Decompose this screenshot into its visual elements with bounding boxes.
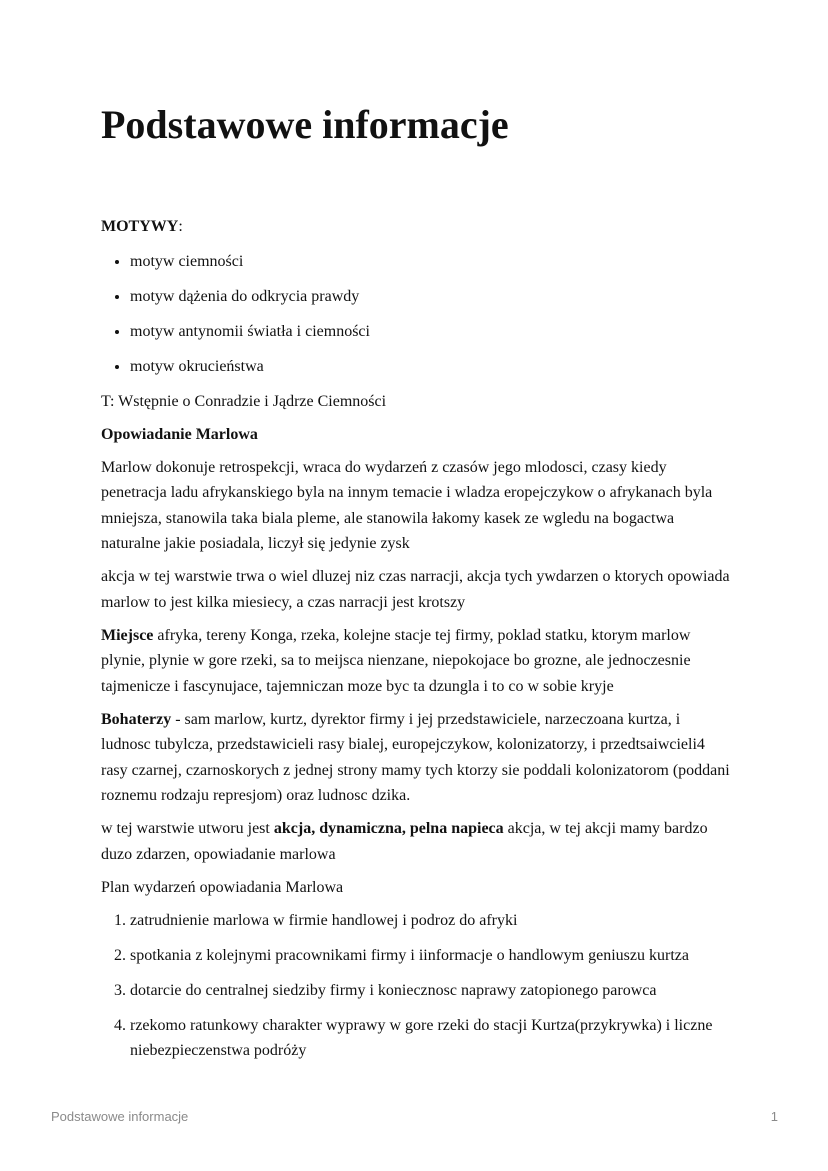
list-item: • motyw ciemności — [130, 249, 731, 275]
list-item: • motyw antynomii światła i ciemności — [130, 319, 731, 345]
page-title: Podstawowe informacje — [101, 102, 509, 147]
list-item: 2. spotkania z kolejnymi pracownikami firmy i iinformacje o handlowym geniuszu kurtza — [130, 943, 731, 969]
motywy-list — [101, 249, 731, 380]
page-footer — [51, 1109, 778, 1124]
list-item: • motyw dążenia do odkrycia prawdy — [130, 284, 731, 310]
miejsce-paragraph — [101, 623, 731, 700]
miejsce-label: Miejsce — [101, 626, 154, 644]
miejsce-text: afryka, tereny Konga, rzeka, kolejne stacje tej firmy, poklad statku, ktorym marlow plynie, plynie w gore rzeki, sa to meijsca nienzane, niepokojace bo grozne, ale jednoczesnie tajmenicze i fascynujace, tajemniczan moze byc ta dzungla i to co w sobie kryje — [101, 626, 691, 695]
motywy-colon: : — [178, 218, 183, 235]
topic-line: T: Wstępnie o Conradzie i Jądrze Ciemności — [101, 392, 387, 410]
akcja-before: w tej warstwie utworu jest — [101, 820, 274, 837]
plan-list — [101, 908, 731, 1064]
akcja-after: akcja, w tej akcji mamy bardzo duzo zdarzen, opowiadanie marlowa — [101, 820, 708, 863]
akcja-bold: akcja, dynamiczna, pelna napieca — [273, 820, 504, 837]
paragraph: Marlow dokonuje retrospekcji, wraca do wydarzeń z czasów jego mlodosci, czasy kiedy penetracja ladu afrykanskiego byla na innym temacie i wladza eropejczykow o afrykanach byla mniejsza, stanowila taka biala pleme, ale stanowila łakomy kasek ze wgledu na bogactwa naturalne jakie posiadala, liczył się jedynie zysk — [101, 458, 713, 552]
document-page — [101, 100, 731, 1073]
paragraph: akcja w tej warstwie trwa o wiel dluzej niz czas narracji, akcja tych ywdarzen o ktorych opowiada marlow to jest kilka miesiecy, a czas narracji jest krotszy — [101, 568, 730, 611]
bohaterzy-label: Bohaterzy — [101, 710, 172, 728]
akcja-paragraph — [101, 816, 731, 867]
bohaterzy-paragraph — [101, 707, 731, 809]
motywy-label-bold: MOTYWY — [101, 218, 179, 235]
list-item: • motyw okrucieństwa — [130, 354, 731, 380]
list-item: 3. dotarcie do centralnej siedziby firmy i koniecznosc naprawy zatopionego parowca — [130, 978, 731, 1004]
section-heading-text: Opowiadanie Marlowa — [101, 425, 258, 443]
list-item: 4. rzekomo ratunkowy charakter wyprawy w gore rzeki do stacji Kurtza(przykrywka) i liczne niebezpieczenstwa podróży — [130, 1013, 731, 1064]
section-heading — [101, 422, 731, 448]
bohaterzy-text: - sam marlow, kurtz, dyrektor firmy i jej przedstawiciele, narzeczoana kurtza, i ludnosc tubylcza, przedstawicieli rasy bialej, europejczykow, kolonizatorzy, i przedtsaiwcieli4 rasy czarnej, czarnoskorych z jednej strony mamy tych ktorzy sie poddali kolonizatorom (poddani roznemu rodzaju represjom) oraz ludnosc dzika. — [101, 710, 730, 804]
plan-heading: Plan wydarzeń opowiadania Marlowa — [101, 878, 344, 896]
page-number: 1 — [770, 1109, 778, 1124]
motywy-label — [101, 214, 731, 240]
list-item: 1. zatrudnienie marlowa w firmie handlowej i podroz do afryki — [130, 908, 731, 934]
footer-title: Podstawowe informacje — [51, 1109, 189, 1124]
